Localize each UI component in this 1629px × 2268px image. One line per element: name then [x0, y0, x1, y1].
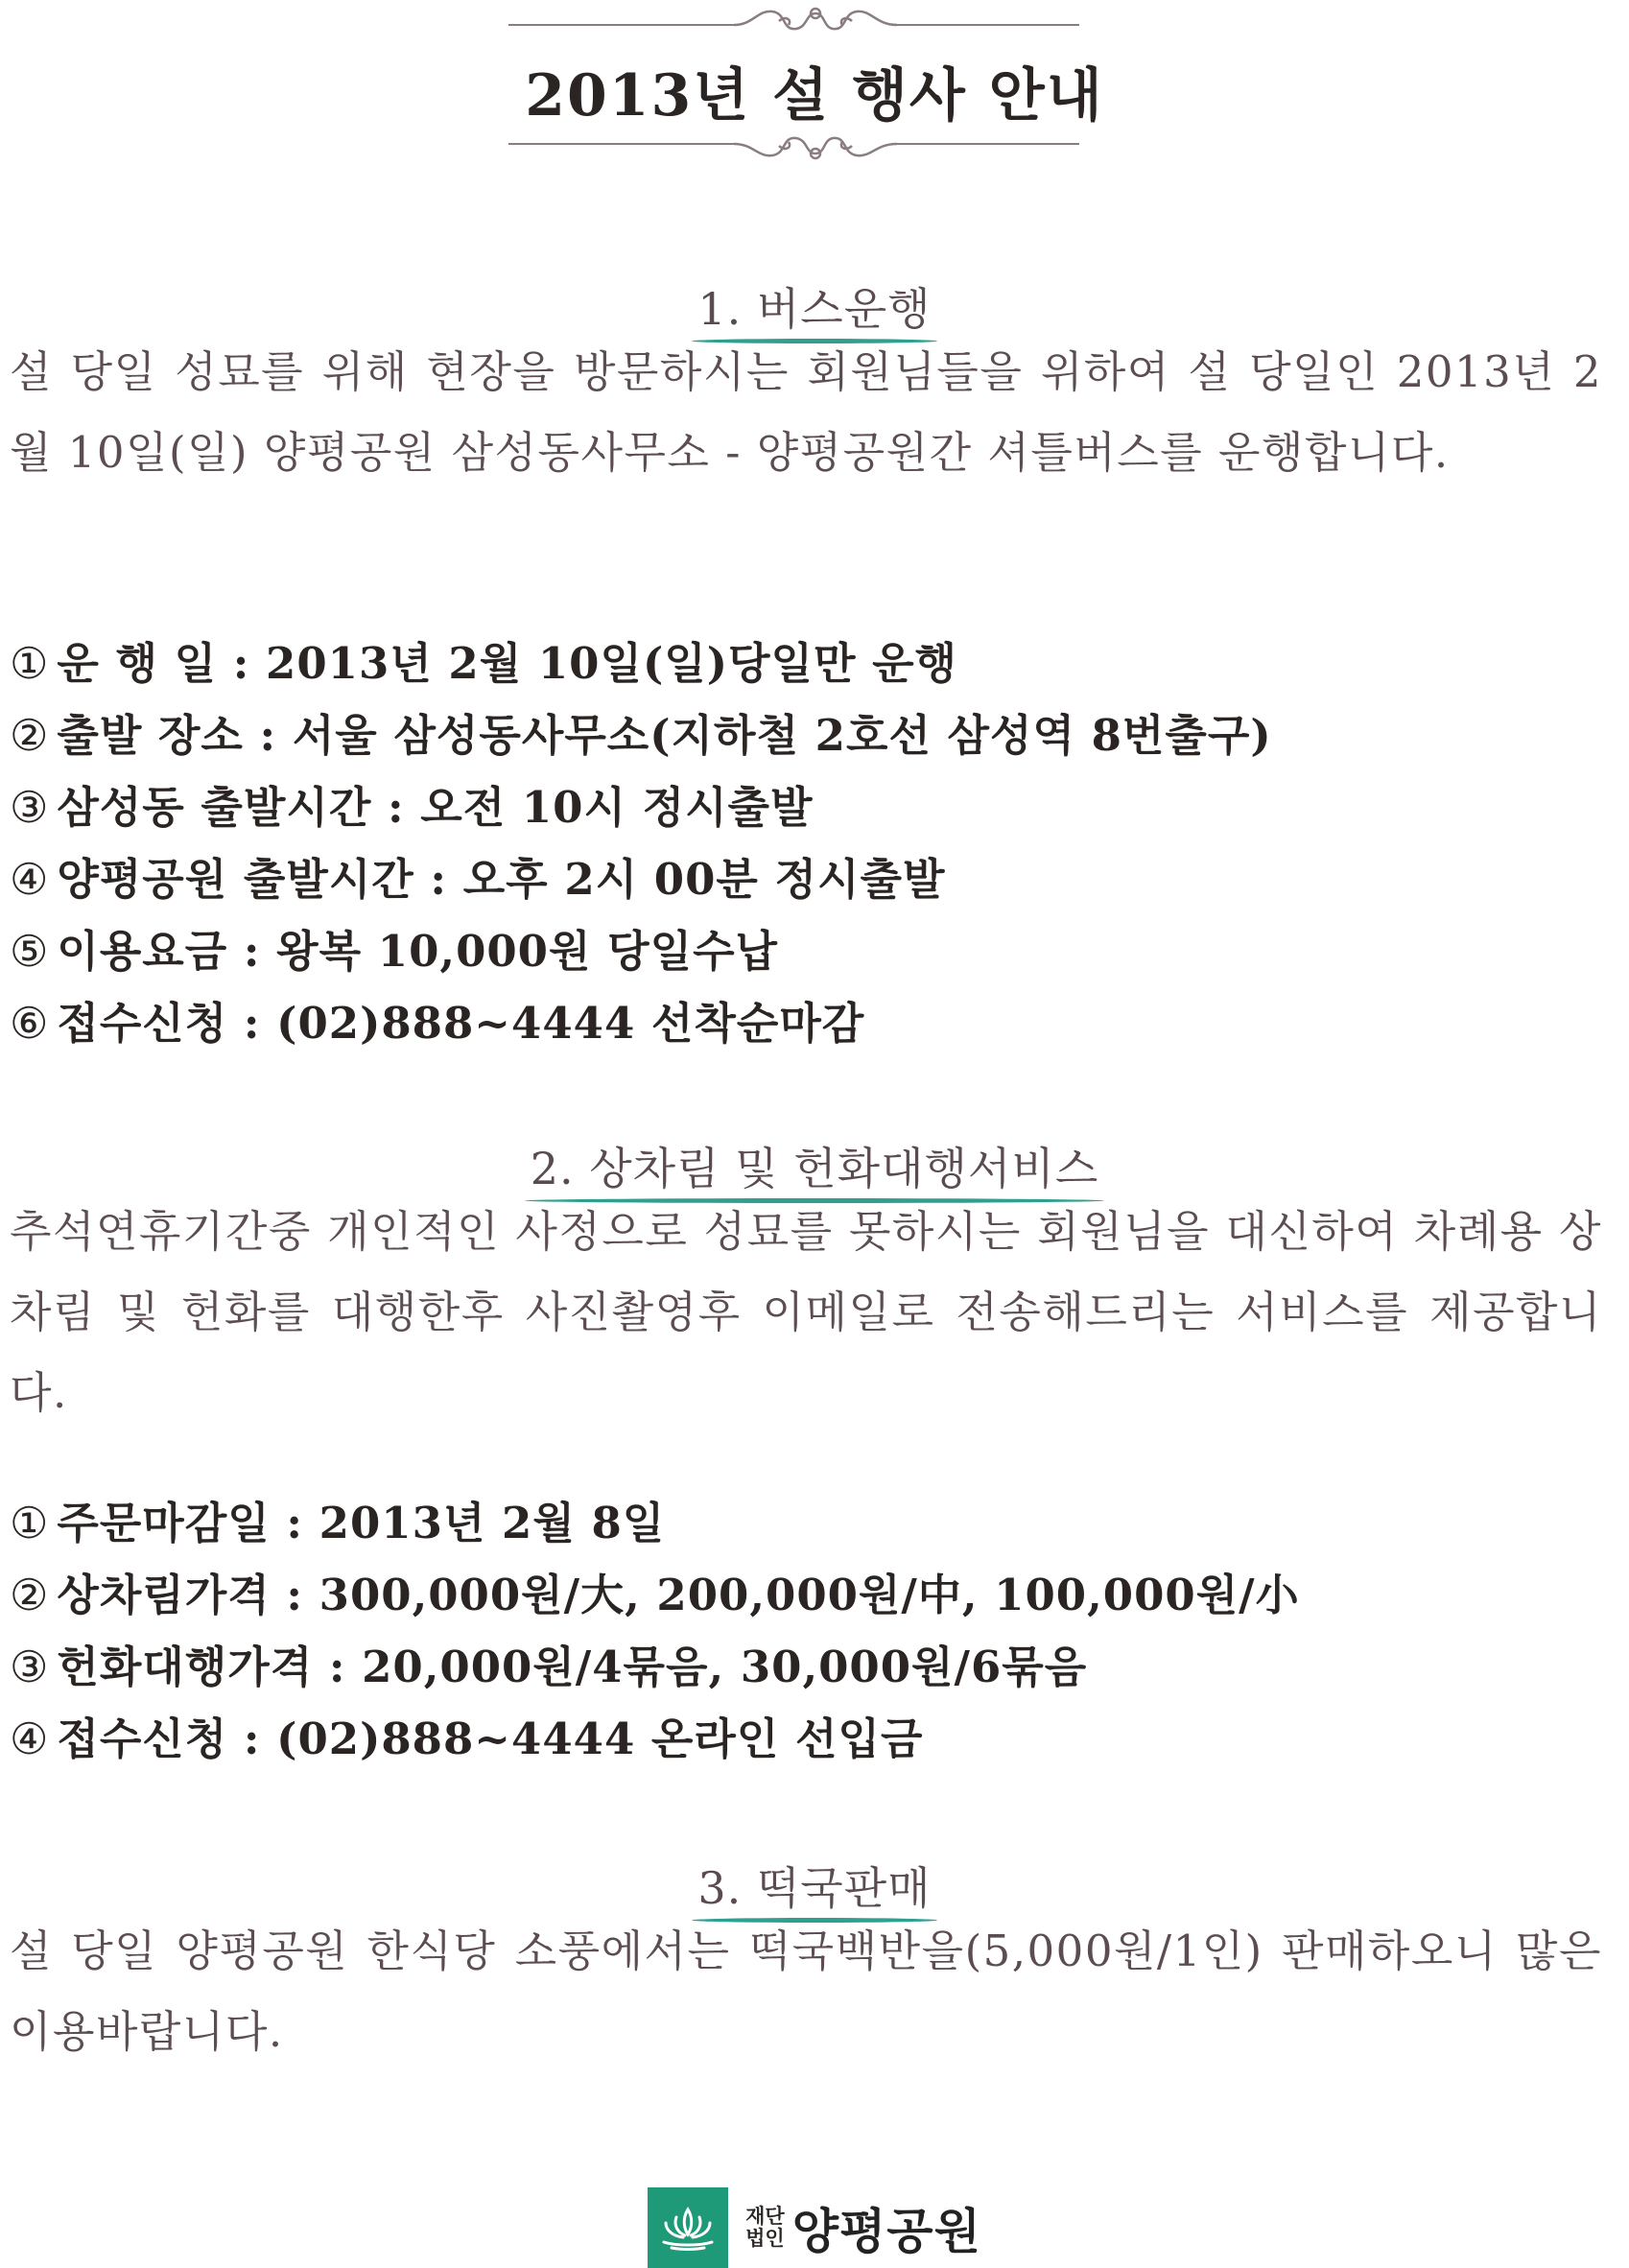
- section-heading-bus-text: 1. 버스운행: [692, 274, 936, 338]
- list-item: ① 운 행 일 : 2013년 2월 10일(일)당일만 운행: [10, 638, 958, 689]
- list-item: ④ 양평공원 출발시간 : 오후 2시 00분 정시출발: [10, 854, 946, 905]
- section-heading-rice-cake-soup-text: 3. 떡국판매: [692, 1854, 936, 1917]
- title-ornament-bottom: [0, 127, 1629, 165]
- section-body-table-setting: 추석연휴기간중 개인적인 사정으로 성묘를 못하시는 회원님을 대신하여 차례용 상차림 및 헌화를 대행한후 사진촬영후 이메일로 전송해드리는 서비스를 제공합니다.: [10, 1206, 1602, 1418]
- title-ornament-top: [0, 0, 1629, 38]
- bus-details-list: [10, 627, 1602, 1059]
- table-setting-details-list: [10, 1487, 1602, 1775]
- section-heading-bus: [0, 274, 1629, 338]
- list-item: ① 주문마감일 : 2013년 2월 8일: [10, 1498, 666, 1548]
- list-item: ③ 삼성동 출발시간 : 오전 10시 정시출발: [10, 782, 814, 833]
- list-item: ② 출발 장소 : 서울 삼성동사무소(지하철 2호선 삼성역 8번출구): [10, 710, 1272, 761]
- section-heading-table-setting: [0, 1134, 1629, 1197]
- list-item: ④ 접수신청 : (02)888~4444 온라인 선입금: [10, 1713, 924, 1764]
- list-item: ② 상차림가격 : 300,000원/大, 200,000원/中, 100,000원/小: [10, 1570, 1300, 1620]
- lotus-logo-icon: [648, 2187, 728, 2268]
- list-item: ⑤ 이용요금 : 왕복 10,000원 당일수납: [10, 926, 779, 977]
- foundation-logo: [0, 2187, 1629, 2268]
- section-heading-table-setting-text: 2. 상차림 및 헌화대행서비스: [525, 1134, 1105, 1197]
- logo-foundation-label: 재단 법인: [745, 2205, 785, 2250]
- section-body-bus: 설 당일 성묘를 위해 현장을 방문하시는 회원님들을 위하여 설 당일인 2013년 2월 10일(일) 양평공원 삼성동사무소 - 양평공원간 셔틀버스를 운행합니다.: [10, 346, 1602, 478]
- list-item: ⑥ 접수신청 : (02)888~4444 선착순마감: [10, 998, 865, 1049]
- section-heading-rice-cake-soup: [0, 1854, 1629, 1917]
- page-title: 2013년 설 행사 안내: [525, 62, 1104, 130]
- list-item: ③ 헌화대행가격 : 20,000원/4묶음, 30,000원/6묶음: [10, 1642, 1088, 1692]
- section-body-rice-cake-soup: 설 당일 양평공원 한식당 소풍에서는 떡국백반을(5,000원/1인) 판매하오니 많은 이용바랍니다.: [10, 1925, 1602, 2057]
- logo-name: 양평공원: [791, 2204, 981, 2259]
